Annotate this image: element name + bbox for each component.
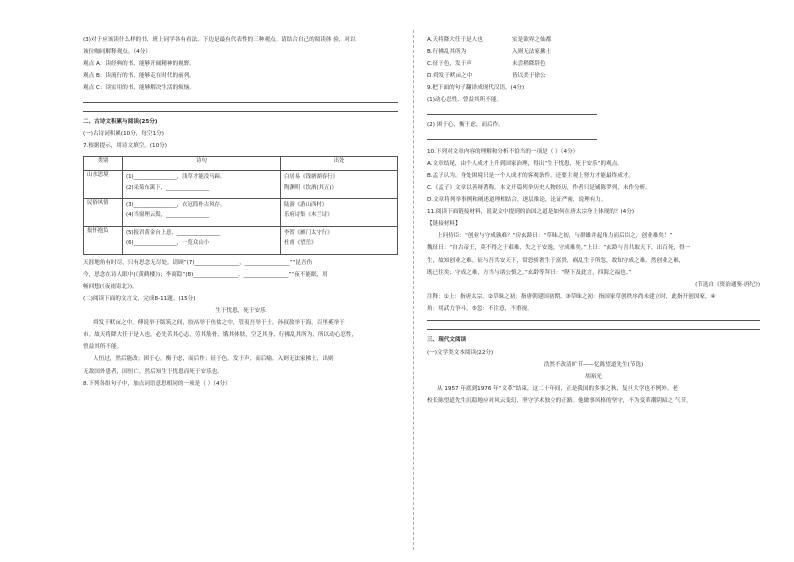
q10-text: 10.下列对文章内容的理解和分析不恰当的一项是（ ）（4分） (427, 148, 579, 155)
poem-table (83, 156, 398, 254)
section-2-title: 二、古诗文积累与阅读(25分) (83, 118, 158, 125)
table-cell-category: 报怀抱负 (84, 226, 123, 254)
fill-blank-5[interactable]: (5)报君黄金台上意，________________ (126, 229, 220, 236)
fill-blank-4[interactable]: (4)当窗理云鬓，________________ (126, 212, 210, 219)
table-header-category: 类别 (84, 157, 123, 171)
source-6: 杜甫《望岳》 (284, 240, 317, 247)
sub-section-3: (一)文学类文本阅读(22分) (427, 349, 494, 356)
link-line: 魏征曰：“自古帝王，莫不得之于艰难，失之于安逸，守成难矣。”上曰：“玄龄与吾共取天下，出百死，得一 (427, 245, 691, 252)
q10-option[interactable]: A.文章结尾，由个人成才上升到国家治理，得出“生于忧患，死于安乐”的观点。 (427, 160, 623, 167)
table-row (84, 199, 398, 227)
viewpoint-c: 观点 C：读实用的书，能够解决生活的烦恼。 (83, 85, 195, 92)
q10-option[interactable]: C.《孟子》文章以善辩著称。本文开篇列举历史人物经历，作者只是铺陈罗列，未作分析。 (427, 184, 651, 191)
source-1: 白居易《钱塘湖春行》 (284, 174, 338, 181)
table-header-lines: 诗句 (123, 157, 281, 171)
passage-line: 无敌国外患者，国恒亡。然后知生于忧患而死于安乐也。 (83, 368, 223, 375)
q7-instruction: 7.根据提示，用诗文填空。(10分) (83, 143, 167, 150)
fill-tail: 畅回想(《夜雨寄北》)。 (83, 283, 138, 290)
q8-text: 8.下列各组句子中，加点词语意思相同的一项是（ ）（4分） (83, 380, 231, 387)
sub-section-2: (二)阅读下面的文言文，完成8-11题。(15分) (83, 295, 196, 302)
link-title: 【链接材料】 (427, 221, 461, 228)
article-author: 胡裕光 (585, 373, 602, 380)
option-a[interactable]: A.天将降大任于是人也 实是欲界之仙都 (427, 37, 552, 43)
answer-line[interactable] (427, 114, 597, 115)
fill-blank-3[interactable]: (3)________________，衣冠简朴古风存。 (126, 202, 226, 209)
link-line: 既已往矣；守成之难，方当与诸公慎之。”玄龄等拜曰：“陛下及此言，四海之福也。” (427, 269, 632, 276)
answer-line[interactable] (83, 102, 398, 103)
table-row (84, 226, 398, 254)
source-3: 陆游《游山西村》 (284, 202, 328, 209)
answer-line[interactable] (427, 139, 597, 140)
viewpoint-b: 观点 B：读流行的书，能够走在时代的前列。 (83, 73, 195, 80)
passage-line: 曾益其所不能。 (83, 344, 123, 351)
section-3-title: 三、现代文阅读 (427, 337, 467, 344)
viewpoint-a: 观点 A：读经典的书，能够开阔精神的视野。 (83, 61, 195, 68)
article-title: 浩然不改清旷节——忆陈望道先生(节选) (543, 361, 644, 368)
article-line: 校长陈望道先生沉稳地应对风云变幻，坚守学术独立的正路。他做事风格的坚守，不为变革潮阴暗之 气节。 (427, 397, 692, 404)
link-line: 生，故知创业之难。征与吾共安天下，常恐骄奢生于富贵，祸乱生于所忽，故知守成之难。然创业之难， (427, 257, 685, 264)
link-line: 上问侍臣：“创业与守成孰难？”房玄龄曰：“草昧之初，与群雄并起角力而后臣之，创业难矣！” (437, 233, 673, 240)
table-header-source: 出处 (281, 157, 398, 171)
article-line: 从 1957 年底到1976 年“文革”结束，这二十年间，正是我国的多事之秋，复旦大学也不例外。老 (437, 385, 678, 392)
q10-option[interactable]: B.孟子认为，身处困境只是一个人成才的客观条件，还要主观上努力才能最终成才。 (427, 172, 634, 179)
fill-blank-6[interactable]: (6)________________，一览众山小 (126, 240, 210, 247)
answer-line[interactable] (83, 111, 398, 112)
passage-title: 生于忧患，死于安乐 (215, 308, 266, 315)
option-c[interactable]: C.征于色，发于声 未尝稍降辞色 (427, 61, 546, 68)
q10-option[interactable]: D.文章将列举事例和阐述道理相结合，逐层推论，论证严密，说理有力。 (427, 197, 607, 204)
q3-line-1: (3)对于应该读什么样的书，班上同学各有看法，下边是最有代表性的三种观点。请结合自己的阅读体 验，对以 (83, 37, 356, 43)
source-2: 陶渊明《饮酒(其五)》 (284, 184, 337, 191)
passage-line: 舜发于畎亩之中，傅说举于版筑之间，胶鬲举于鱼盐之中，管夷吾举于士，孙叔敖举于海，百里奚举于 (93, 320, 345, 327)
passage-line: 市。故天将降大任于是人也，必先苦其心志，劳其筋骨，饿其体肤，空乏其身，行拂乱其所为，所以动心忍性， (83, 332, 358, 339)
sub-section-1: (一)古诗词积累(10分，每空1分) (83, 131, 164, 138)
q3-line-2: 该位咖同解释观点。（4分） (83, 49, 151, 56)
answer-line[interactable] (427, 320, 760, 321)
column-divider (413, 30, 414, 550)
right-column (427, 38, 760, 411)
fill-blank-7[interactable]: 天涯地角有时尽，只有思念无尽处。请顾“(7)________________，________________”“昆吾伤 (83, 259, 313, 266)
fill-blank-2[interactable]: (2)采菊东篱下，________________ (126, 184, 210, 191)
answer-line[interactable] (427, 329, 760, 330)
notes-line: 角：用武力争斗。⑤忽：不注意，不重视。 (427, 305, 533, 312)
table-cell-category: 民俗风情 (84, 199, 123, 227)
source-4: 乐府诗集《木兰诗》 (284, 212, 333, 219)
left-column (83, 38, 398, 394)
table-row (84, 171, 398, 199)
passage-line: 人恒过，然后能改；困于心，衡于虑，而后作；征于色，发于声，而后喻。入则无法家拂士，出则 (93, 356, 334, 363)
q9-part-1: (1)动心忍性，曾益其所不能。 (427, 97, 503, 104)
link-source: (节选自《资治通鉴·唐纪》) (695, 281, 760, 288)
table-cell-category: 山水思境 (84, 171, 123, 199)
fill-blank-1[interactable]: (1)________________，浅草才能没马蹄。 (126, 174, 226, 181)
q9-part-2: (2) 困于心，衡于虑，而后作。 (427, 122, 504, 129)
fill-blank-8[interactable]: 今，思念在诗人眼中(《黄鹤楼》)；李商隐“(8)________________，________________”“夜不能眠，用 (83, 271, 328, 278)
source-5: 李贺《雁门太守行》 (284, 229, 333, 236)
option-b[interactable]: B.行拂乱其所为 入则无法家拂士 (427, 49, 552, 56)
q11-text: 11.阅读下面链接材料，说说文中提到的治国之道是如何在唐太宗身上体现的？(4分) (427, 209, 635, 216)
q9-text: 9.把下面的句子翻译成现代汉语。(4分) (427, 85, 525, 92)
option-d[interactable]: D.舜发于畎亩之中 皆以美于徐公 (427, 73, 546, 80)
notes-line: 注释：①上：指唐太宗。②草昧之初：指唐朝建国初期。③草昧之初：指国家草创秩序尚未建立时，此指开创国家。④ (427, 293, 716, 300)
